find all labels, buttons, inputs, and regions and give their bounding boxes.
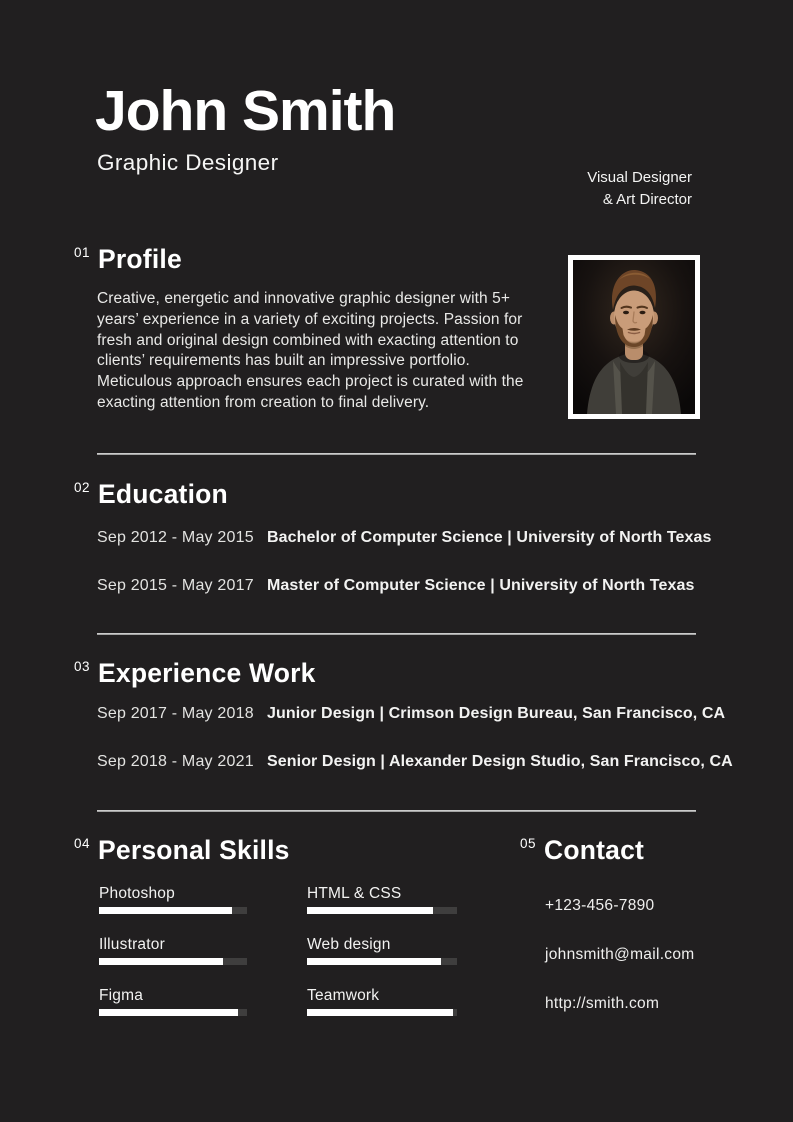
tagline-line-2: & Art Director [602,190,692,208]
portrait-photo [568,255,700,419]
contact-email: johnsmith@mail.com [545,946,695,963]
skill-bar-fill [99,958,223,965]
skill-label: Teamwork [307,987,380,1004]
education-dates: Sep 2012 - May 2015 [97,529,254,546]
experience-section-number: 03 [74,659,91,674]
skill-bar-fill [99,1009,238,1016]
skill-item [99,935,247,965]
skill-bar-track [99,907,247,914]
skill-label: Illustrator [99,936,165,953]
divider-3 [97,810,696,812]
skill-label: Figma [99,987,144,1004]
profile-paragraph: Creative, energetic and innovative graphic designer with 5+ years’ experience in a variety of exciting projects. Passion for fresh and original design combined with exacting attention to clients’ requirements has built an impressive portfolio. Meticulous approach ensures each project is curated with the exacting attention from creation to final delivery. [97,290,524,411]
experience-description: Junior Design | Crimson Design Bureau, San Francisco, CA [267,705,726,722]
experience-list [97,704,733,800]
experience-section-heading [74,658,316,689]
skill-label: Photoshop [99,885,175,902]
education-dates: Sep 2015 - May 2017 [97,577,254,594]
skill-bar-fill [307,958,441,965]
education-row [97,576,712,595]
profile-section-number: 01 [74,245,91,260]
skill-bar-track [307,1009,457,1016]
skill-item [99,986,247,1016]
skills-column-2 [307,884,457,1037]
skills-column-1 [99,884,247,1037]
portrait-illustration [573,260,695,414]
profile-section-title: Profile [98,244,182,274]
skill-bar-track [99,958,247,965]
contact-website: http://smith.com [545,995,660,1012]
education-section-heading [74,479,228,510]
education-description: Bachelor of Computer Science | University of North Texas [267,529,712,546]
divider-1 [97,453,696,455]
skill-bar-track [99,1009,247,1016]
skills-section-title: Personal Skills [98,835,290,865]
education-row [97,528,712,547]
skills-section-heading [74,835,290,866]
skill-bar-fill [307,907,433,914]
skill-label: Web design [307,936,391,953]
profile-section-heading [74,244,182,275]
education-description: Master of Computer Science | University of North Texas [267,577,695,594]
skill-bar-fill [307,1009,453,1016]
education-section-title: Education [98,479,228,509]
contact-section-number: 05 [520,836,537,851]
skill-label: HTML & CSS [307,885,402,902]
education-list [97,528,712,624]
role-subtitle: Graphic Designer [97,150,279,175]
experience-dates: Sep 2018 - May 2021 [97,753,254,770]
experience-section-title: Experience Work [98,658,316,688]
contact-phone: +123-456-7890 [545,897,655,914]
skill-bar-track [307,958,457,965]
skills-section-number: 04 [74,836,91,851]
skills-grid [99,884,457,1037]
experience-row [97,704,733,723]
skill-bar-fill [99,907,232,914]
experience-row [97,752,733,771]
contact-list [545,897,694,1044]
tagline-line-1: Visual Designer [587,169,692,186]
skill-item [99,884,247,914]
experience-description: Senior Design | Alexander Design Studio, San Francisco, CA [267,753,733,770]
contact-section-title: Contact [544,835,645,865]
contact-section-heading [520,835,644,866]
skill-item [307,986,457,1016]
skill-item [307,935,457,965]
skill-item [307,884,457,914]
divider-2 [97,633,696,635]
name-title: John Smith [95,79,396,143]
tagline [587,167,692,210]
skill-bar-track [307,907,457,914]
education-section-number: 02 [74,480,91,495]
experience-dates: Sep 2017 - May 2018 [97,705,254,722]
